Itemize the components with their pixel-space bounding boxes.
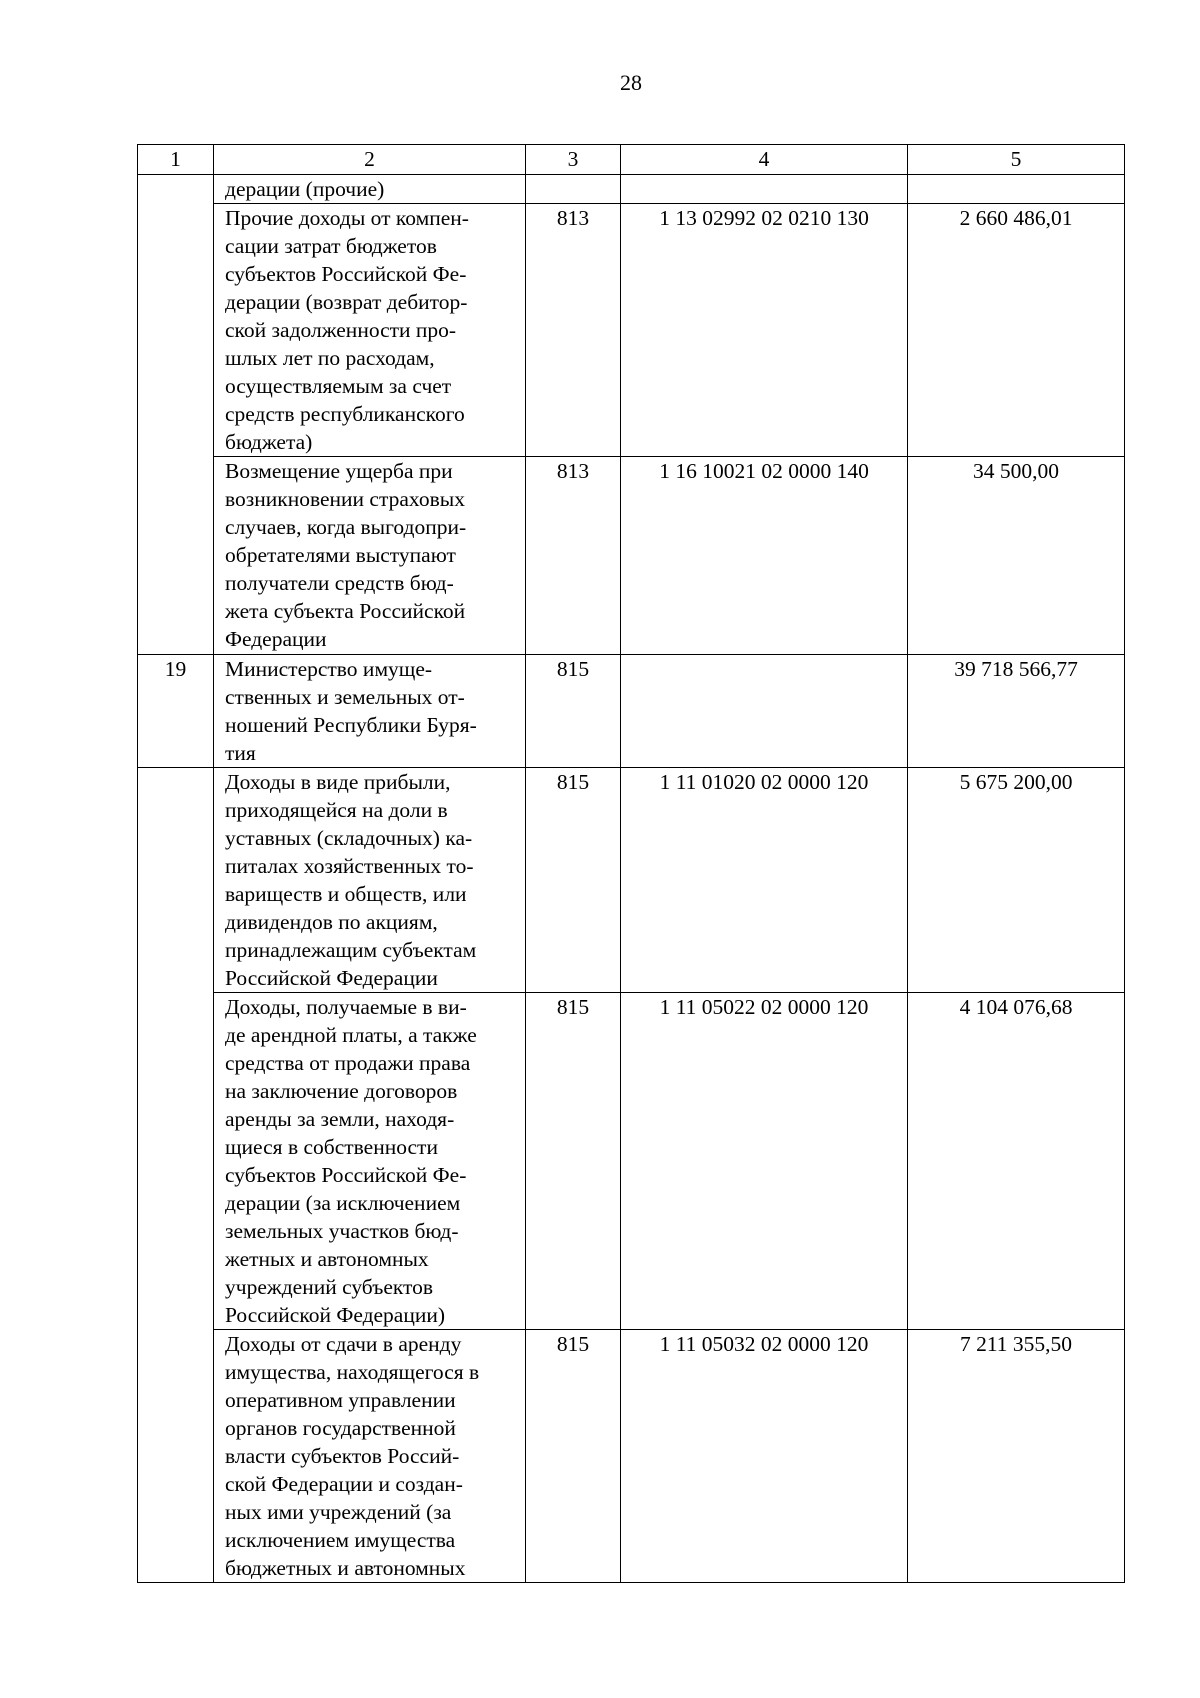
table-row: [138, 175, 1125, 204]
revenue-name: дерации (прочие): [214, 175, 526, 204]
amount: 4 104 076,68: [908, 993, 1125, 1330]
revenue-name: Прочие доходы от компен- сации затрат бюджетов субъектов Российской Фе- дерации (возврат дебитор- ской задолженности про- шлых лет по расходам, осуществляемым за счет средств республиканского бюджета): [214, 204, 526, 457]
admin-code: 815: [526, 1330, 621, 1583]
amount: 5 675 200,00: [908, 768, 1125, 993]
page-number: 28: [620, 70, 642, 95]
row-number: [138, 1330, 214, 1583]
admin-code: 813: [526, 204, 621, 457]
table-row: [138, 457, 1125, 655]
admin-code: 815: [526, 993, 621, 1330]
budget-classification-code: 1 11 05022 02 0000 120: [621, 993, 908, 1330]
table-row: [138, 204, 1125, 457]
column-header: 3: [526, 145, 621, 175]
budget-classification-code: [621, 655, 908, 768]
budget-classification-code: 1 11 01020 02 0000 120: [621, 768, 908, 993]
row-number: [138, 457, 214, 655]
row-number: [138, 204, 214, 457]
revenue-name: Министерство имуще- ственных и земельных от- ношений Республики Буря- тия: [214, 655, 526, 768]
row-number: 19: [138, 655, 214, 768]
table-row: [138, 1330, 1125, 1583]
admin-code: 815: [526, 655, 621, 768]
amount: 7 211 355,50: [908, 1330, 1125, 1583]
table-row: [138, 768, 1125, 993]
admin-code: 815: [526, 768, 621, 993]
amount: 2 660 486,01: [908, 204, 1125, 457]
amount: [908, 175, 1125, 204]
table-row: [138, 655, 1125, 768]
table-header-row: [138, 145, 1125, 175]
revenue-table: [137, 144, 1125, 1583]
admin-code: 813: [526, 457, 621, 655]
amount: 34 500,00: [908, 457, 1125, 655]
row-number: [138, 175, 214, 204]
admin-code: [526, 175, 621, 204]
amount: 39 718 566,77: [908, 655, 1125, 768]
revenue-name: Возмещение ущерба при возникновении страховых случаев, когда выгодопри- обретателями выступают получатели средств бюд- жета субъекта Российской Федерации: [214, 457, 526, 655]
row-number: [138, 993, 214, 1330]
budget-classification-code: 1 11 05032 02 0000 120: [621, 1330, 908, 1583]
column-header: 1: [138, 145, 214, 175]
revenue-name: Доходы, получаемые в ви- де арендной платы, а также средства от продажи права на заключение договоров аренды за земли, находя- щиеся в собственности субъектов Российской Фе- дерации (за исключением земельных участков бюд- жетных и автономных учреждений субъектов Российской Федерации): [214, 993, 526, 1330]
revenue-name: Доходы от сдачи в аренду имущества, находящегося в оперативном управлении органов государственной власти субъектов Россий- ской Федерации и создан- ных ими учреждений (за исключением имущества бюджетных и автономных: [214, 1330, 526, 1583]
table-row: [138, 993, 1125, 1330]
budget-classification-code: 1 13 02992 02 0210 130: [621, 204, 908, 457]
column-header: 5: [908, 145, 1125, 175]
revenue-name: Доходы в виде прибыли, приходящейся на доли в уставных (складочных) ка- питалах хозяйственных то- вариществ и обществ, или дивидендов по акциям, принадлежащим субъектам Российской Федерации: [214, 768, 526, 993]
column-header: 4: [621, 145, 908, 175]
budget-classification-code: [621, 175, 908, 204]
budget-classification-code: 1 16 10021 02 0000 140: [621, 457, 908, 655]
row-number: [138, 768, 214, 993]
column-header: 2: [214, 145, 526, 175]
